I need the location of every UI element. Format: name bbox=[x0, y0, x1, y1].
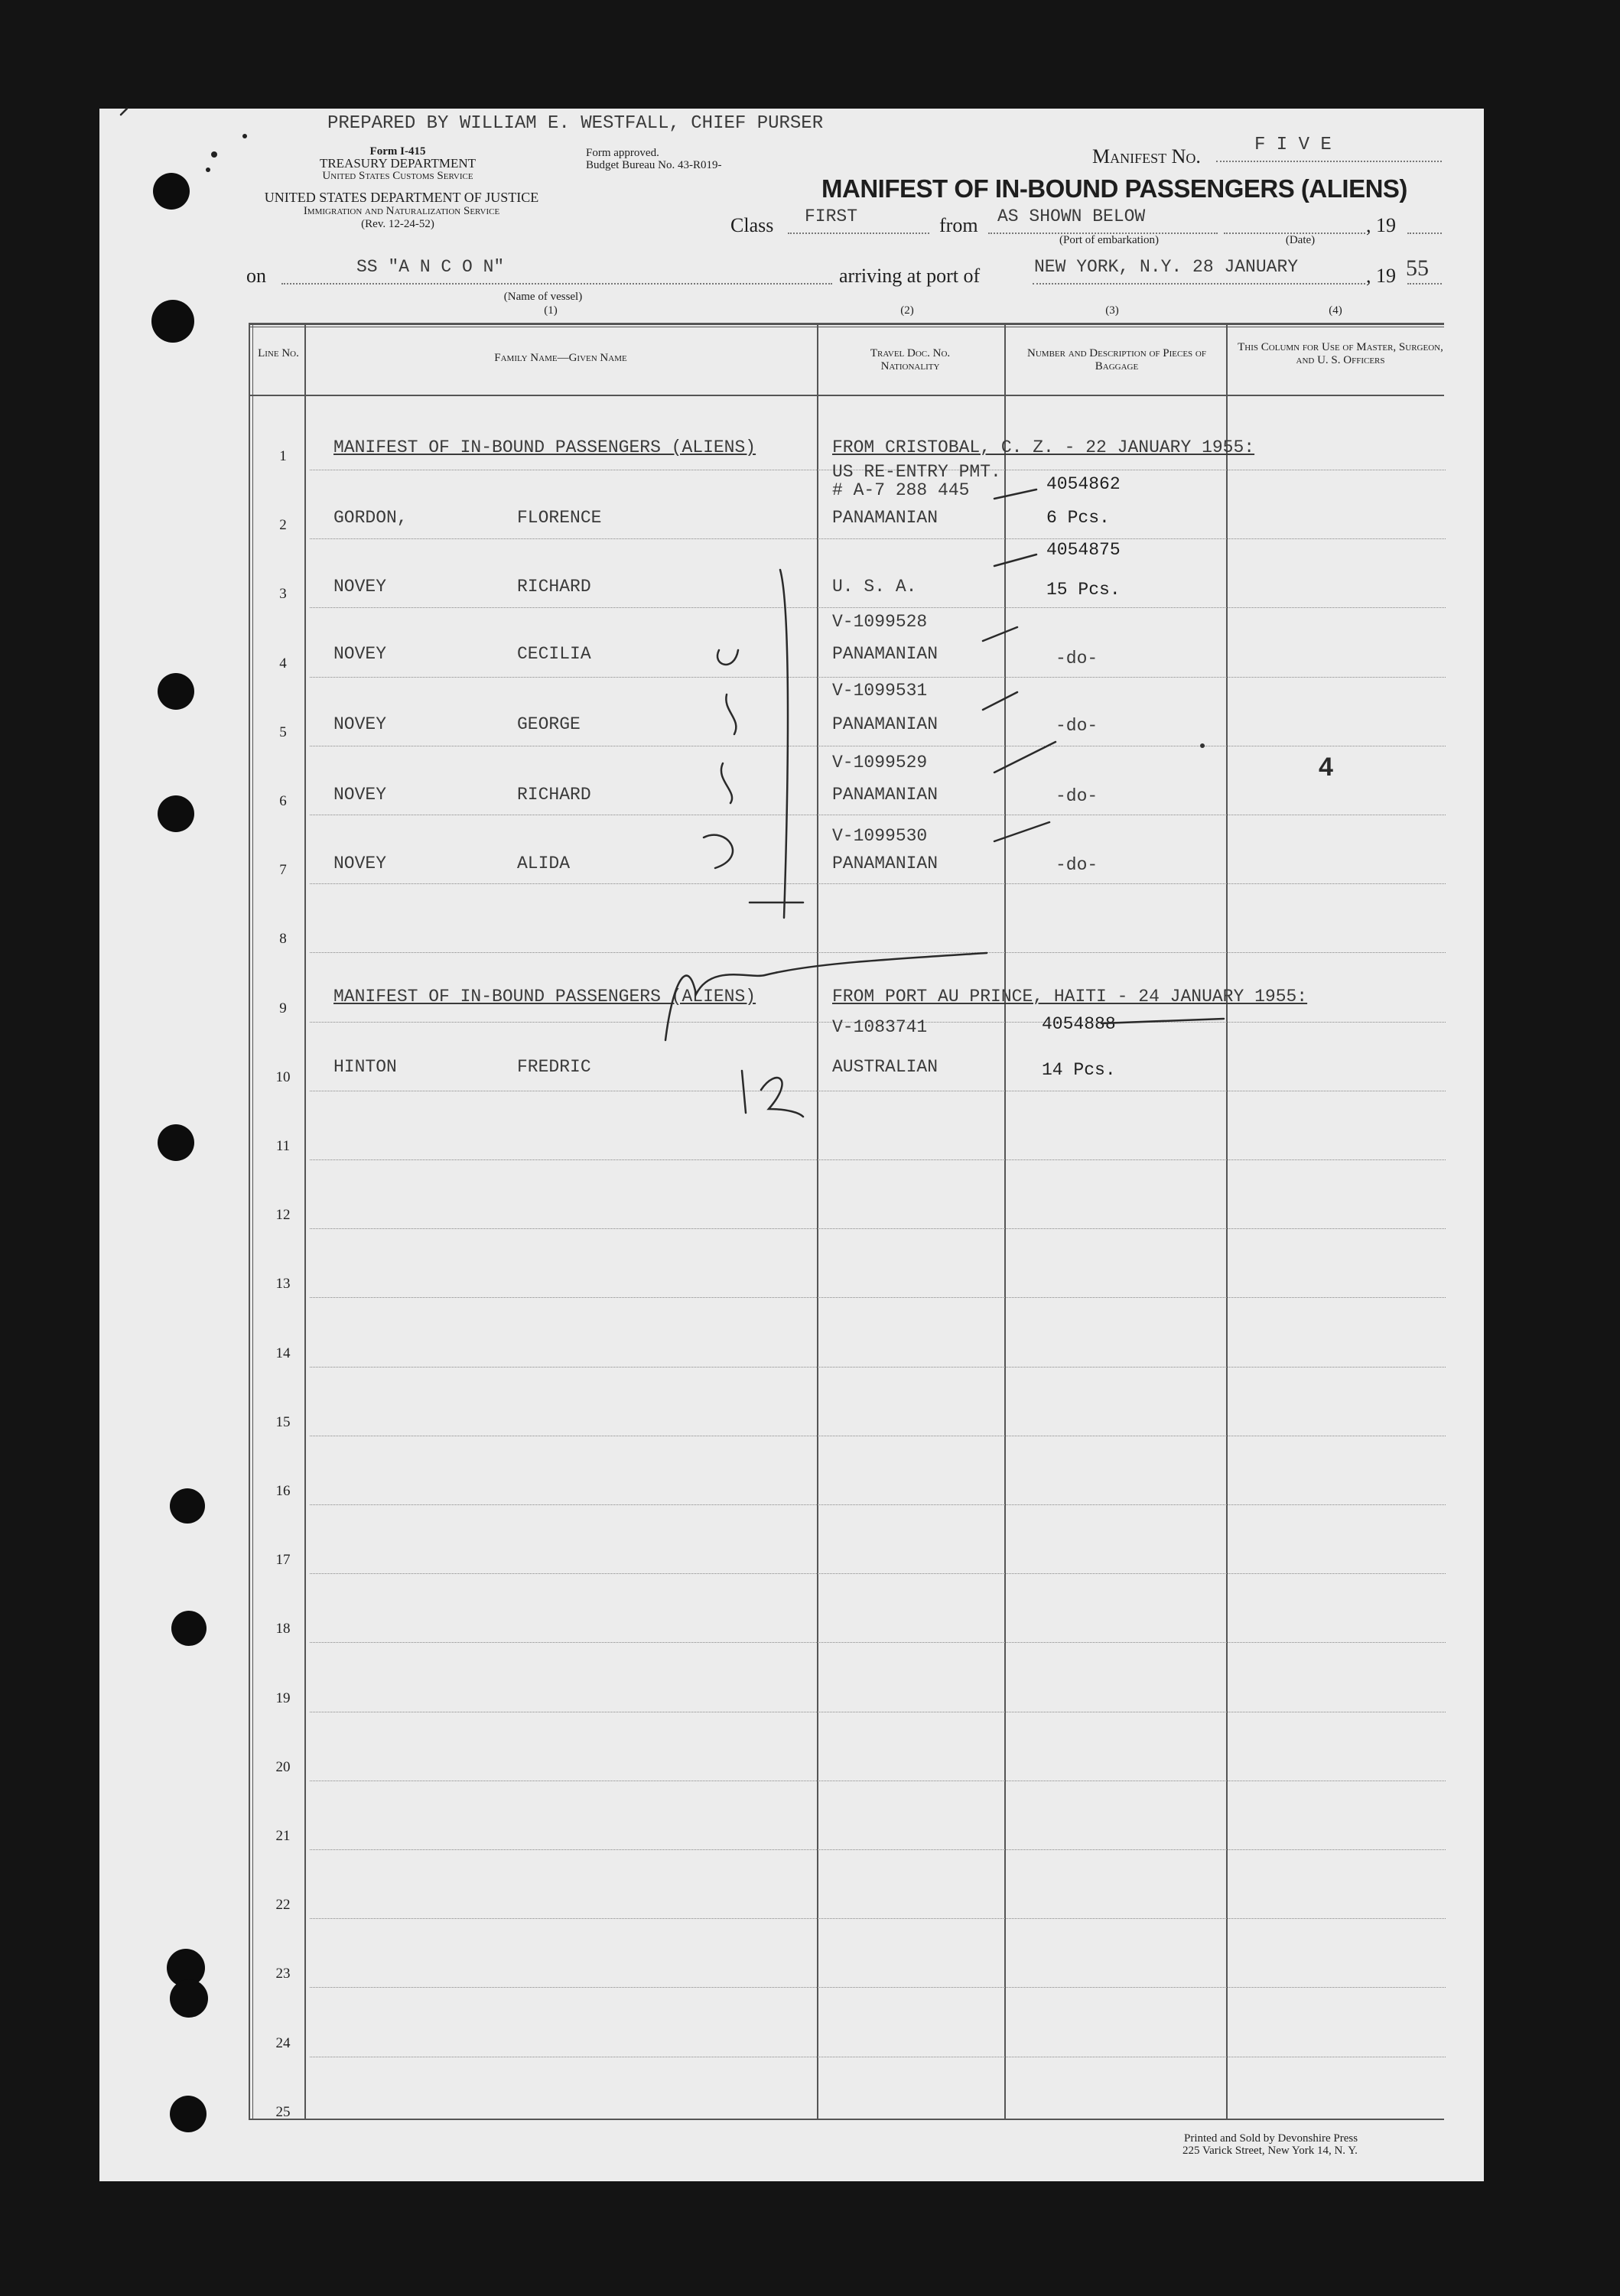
given-name: RICHARD bbox=[517, 785, 591, 805]
baggage-pieces: 6 Pcs. bbox=[1046, 508, 1110, 528]
baggage-tag: 4054888 bbox=[1042, 1014, 1116, 1034]
travel-doc: US RE-ENTRY PMT. bbox=[832, 462, 1001, 482]
line-number: 22 bbox=[275, 1897, 291, 1914]
line-number: 15 bbox=[275, 1413, 291, 1430]
line-number: 1 bbox=[279, 448, 287, 464]
manifest-no-label: Manifest No. bbox=[1092, 145, 1201, 167]
travel-doc: V-1099528 bbox=[832, 612, 928, 632]
line-number: 16 bbox=[275, 1483, 291, 1499]
section-heading-2: MANIFEST OF IN-BOUND PASSENGERS (ALIENS) bbox=[333, 987, 756, 1007]
nationality: AUSTRALIAN bbox=[832, 1057, 938, 1077]
line-number: 4 bbox=[279, 655, 287, 672]
manifest-no-value: F I V E bbox=[1254, 135, 1332, 155]
baggage-tag: 4054875 bbox=[1046, 540, 1121, 560]
on-label: on bbox=[246, 265, 266, 287]
given-name: ALIDA bbox=[517, 854, 571, 873]
family-name: NOVEY bbox=[333, 714, 387, 734]
arriving-port-value: NEW YORK, N.Y. 28 JANUARY bbox=[1034, 257, 1299, 277]
vessel-caption: (Name of vessel) bbox=[503, 291, 583, 303]
nationality: PANAMANIAN bbox=[832, 714, 938, 734]
section-origin-2: FROM PORT AU PRINCE, HAITI - 24 JANUARY 1955: bbox=[832, 987, 1308, 1007]
nationality: PANAMANIAN bbox=[832, 785, 938, 805]
printer-credit-2: 225 Varick Street, New York 14, N. Y. bbox=[1182, 2145, 1358, 2157]
baggage-pieces: 15 Pcs. bbox=[1046, 580, 1121, 600]
family-name: NOVEY bbox=[333, 644, 387, 664]
baggage-pieces: -do- bbox=[1056, 855, 1098, 875]
nationality: PANAMANIAN bbox=[832, 508, 938, 528]
given-name: GEORGE bbox=[517, 714, 581, 734]
line-number: 25 bbox=[275, 2103, 291, 2120]
given-name: FLORENCE bbox=[517, 508, 602, 528]
baggage-pieces: -do- bbox=[1056, 716, 1098, 736]
line-number: 13 bbox=[275, 1276, 291, 1293]
col-num-1: (1) bbox=[544, 304, 558, 317]
vessel-name-value: SS "A N C O N" bbox=[356, 257, 505, 277]
baggage-pieces: -do- bbox=[1056, 786, 1098, 806]
line-number: 8 bbox=[279, 931, 287, 948]
line-number: 6 bbox=[279, 793, 287, 809]
line-number: 24 bbox=[275, 2034, 291, 2051]
line-number: 21 bbox=[275, 1828, 291, 1844]
col-num-3: (3) bbox=[1105, 304, 1119, 317]
line-number: 2 bbox=[279, 517, 287, 534]
form-title: MANIFEST OF IN-BOUND PASSENGERS (ALIENS) bbox=[821, 174, 1407, 203]
travel-doc: V-1099529 bbox=[832, 753, 928, 772]
line-number: 23 bbox=[275, 1966, 291, 1982]
travel-doc: V-1099531 bbox=[832, 681, 928, 701]
travel-doc: V-1083741 bbox=[832, 1017, 928, 1037]
from-value: AS SHOWN BELOW bbox=[997, 207, 1146, 226]
line-number: 5 bbox=[279, 724, 287, 740]
col-num-2: (2) bbox=[900, 304, 914, 317]
nationality: PANAMANIAN bbox=[832, 644, 938, 664]
travel-doc: # A-7 288 445 bbox=[832, 480, 970, 500]
line-number: 20 bbox=[275, 1758, 291, 1775]
year-label-1: , 19 bbox=[1366, 214, 1396, 236]
from-label: from bbox=[939, 214, 978, 236]
line-number: 19 bbox=[275, 1689, 291, 1706]
baggage-tag: 4054862 bbox=[1046, 474, 1121, 494]
year-label-2: , 19 bbox=[1366, 265, 1396, 287]
form-number: Form I-415 bbox=[369, 145, 426, 158]
baggage-pieces: 14 Pcs. bbox=[1042, 1060, 1116, 1080]
travel-doc: V-1099530 bbox=[832, 826, 928, 846]
col-header-name: Family Name—Given Name bbox=[494, 352, 627, 364]
given-name: FREDRIC bbox=[517, 1057, 591, 1077]
given-name: CECILIA bbox=[517, 644, 591, 664]
line-number: 7 bbox=[279, 862, 287, 879]
prepared-by-stamp: PREPARED BY WILLIAM E. WESTFALL, CHIEF PURSER bbox=[327, 113, 824, 134]
treasury-department: TREASURY DEPARTMENT bbox=[319, 156, 477, 171]
nationality: U. S. A. bbox=[832, 577, 917, 597]
col-header-officers: This Column for Use of Master, Surgeon, and U. S. Officers bbox=[1238, 341, 1443, 366]
budget-bureau: Budget Bureau No. 43-R019- bbox=[586, 159, 722, 171]
date-caption: (Date) bbox=[1285, 234, 1316, 246]
class-value: FIRST bbox=[805, 207, 858, 226]
form-revision: (Rev. 12-24-52) bbox=[361, 218, 434, 230]
line-number: 12 bbox=[275, 1207, 291, 1224]
given-name: RICHARD bbox=[517, 577, 591, 597]
section-heading-1: MANIFEST OF IN-BOUND PASSENGERS (ALIENS) bbox=[333, 437, 756, 457]
col-header-line-no: Line No. bbox=[258, 347, 299, 359]
col-header-travel-doc: Travel Doc. No. Nationality bbox=[870, 347, 951, 372]
col-num-4: (4) bbox=[1329, 304, 1342, 317]
form-approved: Form approved. bbox=[586, 147, 659, 159]
printer-credit-1: Printed and Sold by Devonshire Press bbox=[1184, 2132, 1358, 2145]
family-name: GORDON, bbox=[333, 508, 408, 528]
justice-department: UNITED STATES DEPARTMENT OF JUSTICE bbox=[264, 190, 539, 205]
nationality: PANAMANIAN bbox=[832, 854, 938, 873]
line-number: 3 bbox=[279, 586, 287, 603]
immigration-service: Immigration and Naturalization Service bbox=[303, 205, 500, 217]
year-handwritten: 55 bbox=[1406, 255, 1429, 281]
line-number: 11 bbox=[275, 1138, 291, 1154]
arriving-label: arriving at port of bbox=[839, 265, 981, 287]
line-number: 18 bbox=[275, 1621, 291, 1637]
family-name: NOVEY bbox=[333, 854, 387, 873]
port-embarkation-caption: (Port of embarkation) bbox=[1059, 234, 1159, 246]
family-name: NOVEY bbox=[333, 577, 387, 597]
col-header-baggage: Number and Description of Pieces of Baggage bbox=[1027, 347, 1206, 372]
line-number: 17 bbox=[275, 1552, 291, 1569]
line-number: 9 bbox=[279, 1000, 287, 1016]
section-origin-1: FROM CRISTOBAL, C. Z. - 22 JANUARY 1955: bbox=[832, 437, 1255, 457]
class-label: Class bbox=[730, 214, 774, 236]
family-name: NOVEY bbox=[333, 785, 387, 805]
line-number: 14 bbox=[275, 1345, 291, 1361]
customs-service: United States Customs Service bbox=[322, 170, 473, 182]
family-name: HINTON bbox=[333, 1057, 397, 1077]
baggage-pieces: -do- bbox=[1056, 649, 1098, 668]
line-number: 10 bbox=[275, 1068, 291, 1085]
officer-note: 4 bbox=[1319, 753, 1333, 782]
